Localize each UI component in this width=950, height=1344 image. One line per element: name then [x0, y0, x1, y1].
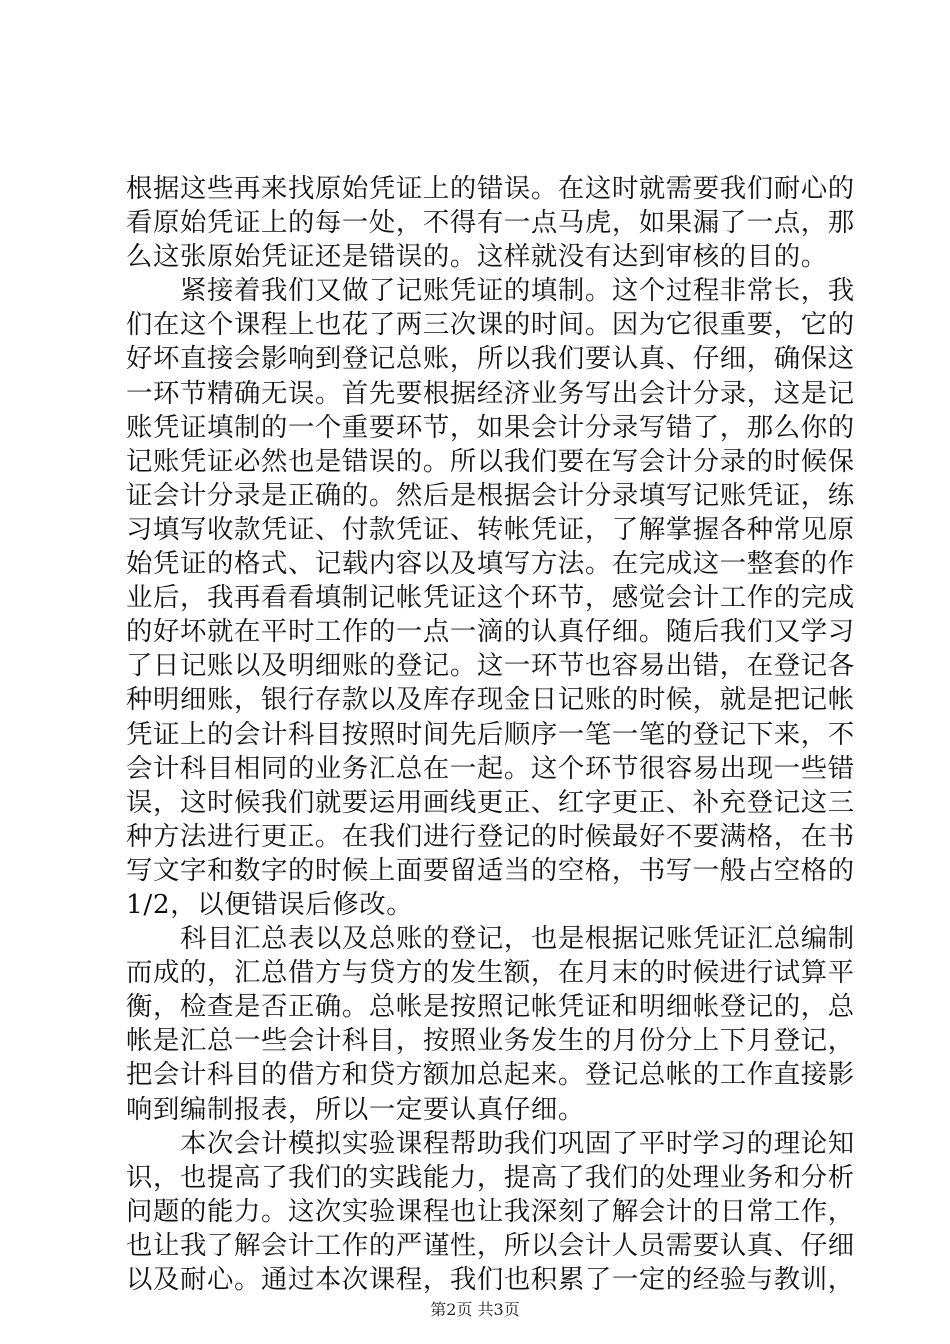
text-line: 么这张原始凭证还是错误的。这样就没有达到审核的目的。 [126, 241, 828, 273]
text-line: 们在这个课程上也花了两三次课的时间。因为它很重要，它的 [126, 309, 855, 341]
text-line: 会计科目相同的业务汇总在一起。这个环节很容易出现一些错 [126, 752, 855, 784]
text-line: 衡，检查是否正确。总帐是按照记帐凭证和明细帐登记的，总 [126, 991, 855, 1023]
paragraph-first-line: 本次会计模拟实验课程帮助我们巩固了平时学习的理论知 [180, 1127, 855, 1159]
text-line: 种方法进行更正。在我们进行登记的时候最好不要满格，在书 [126, 820, 855, 852]
text-line: 证会计分录是正确的。然后是根据会计分录填写记账凭证，练 [126, 479, 855, 511]
text-line: 看原始凭证上的每一处，不得有一点马虎，如果漏了一点，那 [126, 207, 855, 239]
text-line: 识，也提高了我们的实践能力，提高了我们的处理业务和分析 [126, 1161, 855, 1193]
text-line: 凭证上的会计科目按照时间先后顺序一笔一笔的登记下来，不 [126, 718, 855, 750]
text-line: 始凭证的格式、记载内容以及填写方法。在完成这一整套的作 [126, 548, 855, 580]
text-line: 好坏直接会影响到登记总账，所以我们要认真、仔细，确保这 [126, 343, 855, 375]
paragraph-first-line: 紧接着我们又做了记账凭证的填制。这个过程非常长，我 [180, 275, 855, 307]
text-line: 的好坏就在平时工作的一点一滴的认真仔细。随后我们又学习 [126, 616, 855, 648]
text-line: 写文字和数字的时候上面要留适当的空格，书写一般占空格的 [126, 854, 855, 886]
text-line: 记账凭证必然也是错误的。所以我们要在写会计分录的时候保 [126, 445, 855, 477]
text-line: 也让我了解会计工作的严谨性，所以会计人员需要认真、仔细 [126, 1229, 855, 1261]
text-line: 业后，我再看看填制记帐凭证这个环节，感觉会计工作的完成 [126, 582, 855, 614]
text-line: 而成的，汇总借方与贷方的发生额，在月末的时候进行试算平 [126, 957, 855, 989]
text-line: 问题的能力。这次实验课程也让我深刻了解会计的日常工作， [126, 1195, 855, 1227]
text-line: 响到编制报表，所以一定要认真仔细。 [126, 1093, 585, 1125]
text-line: 把会计科目的借方和贷方额加总起来。登记总帐的工作直接影 [126, 1059, 855, 1091]
text-line: 以及耐心。通过本次课程，我们也积累了一定的经验与教训， [126, 1264, 855, 1295]
text-line: 一环节精确无误。首先要根据经济业务写出会计分录，这是记 [126, 377, 855, 409]
text-line: 习填写收款凭证、付款凭证、转帐凭证，了解掌握各种常见原 [126, 513, 855, 545]
text-line: 帐是汇总一些会计科目，按照业务发生的月份分上下月登记， [126, 1025, 855, 1057]
text-line: 了日记账以及明细账的登记。这一环节也容易出错，在登记各 [126, 650, 855, 682]
paragraph-first-line: 科目汇总表以及总账的登记，也是根据记账凭证汇总编制 [180, 923, 855, 955]
page-number-footer: 第2页 共3页 [430, 1300, 520, 1319]
text-line: 根据这些再来找原始凭证上的错误。在这时就需要我们耐心的 [126, 173, 855, 204]
text-line: 种明细账，银行存款以及库存现金日记账的时候，就是把记帐 [126, 684, 855, 716]
text-line: 误，这时候我们就要运用画线更正、红字更正、补充登记这三 [126, 786, 855, 818]
text-line: 1/2，以便错误后修改。 [126, 888, 414, 920]
body-text [126, 172, 855, 1297]
text-line: 账凭证填制的一个重要环节，如果会计分录写错了，那么你的 [126, 411, 855, 443]
